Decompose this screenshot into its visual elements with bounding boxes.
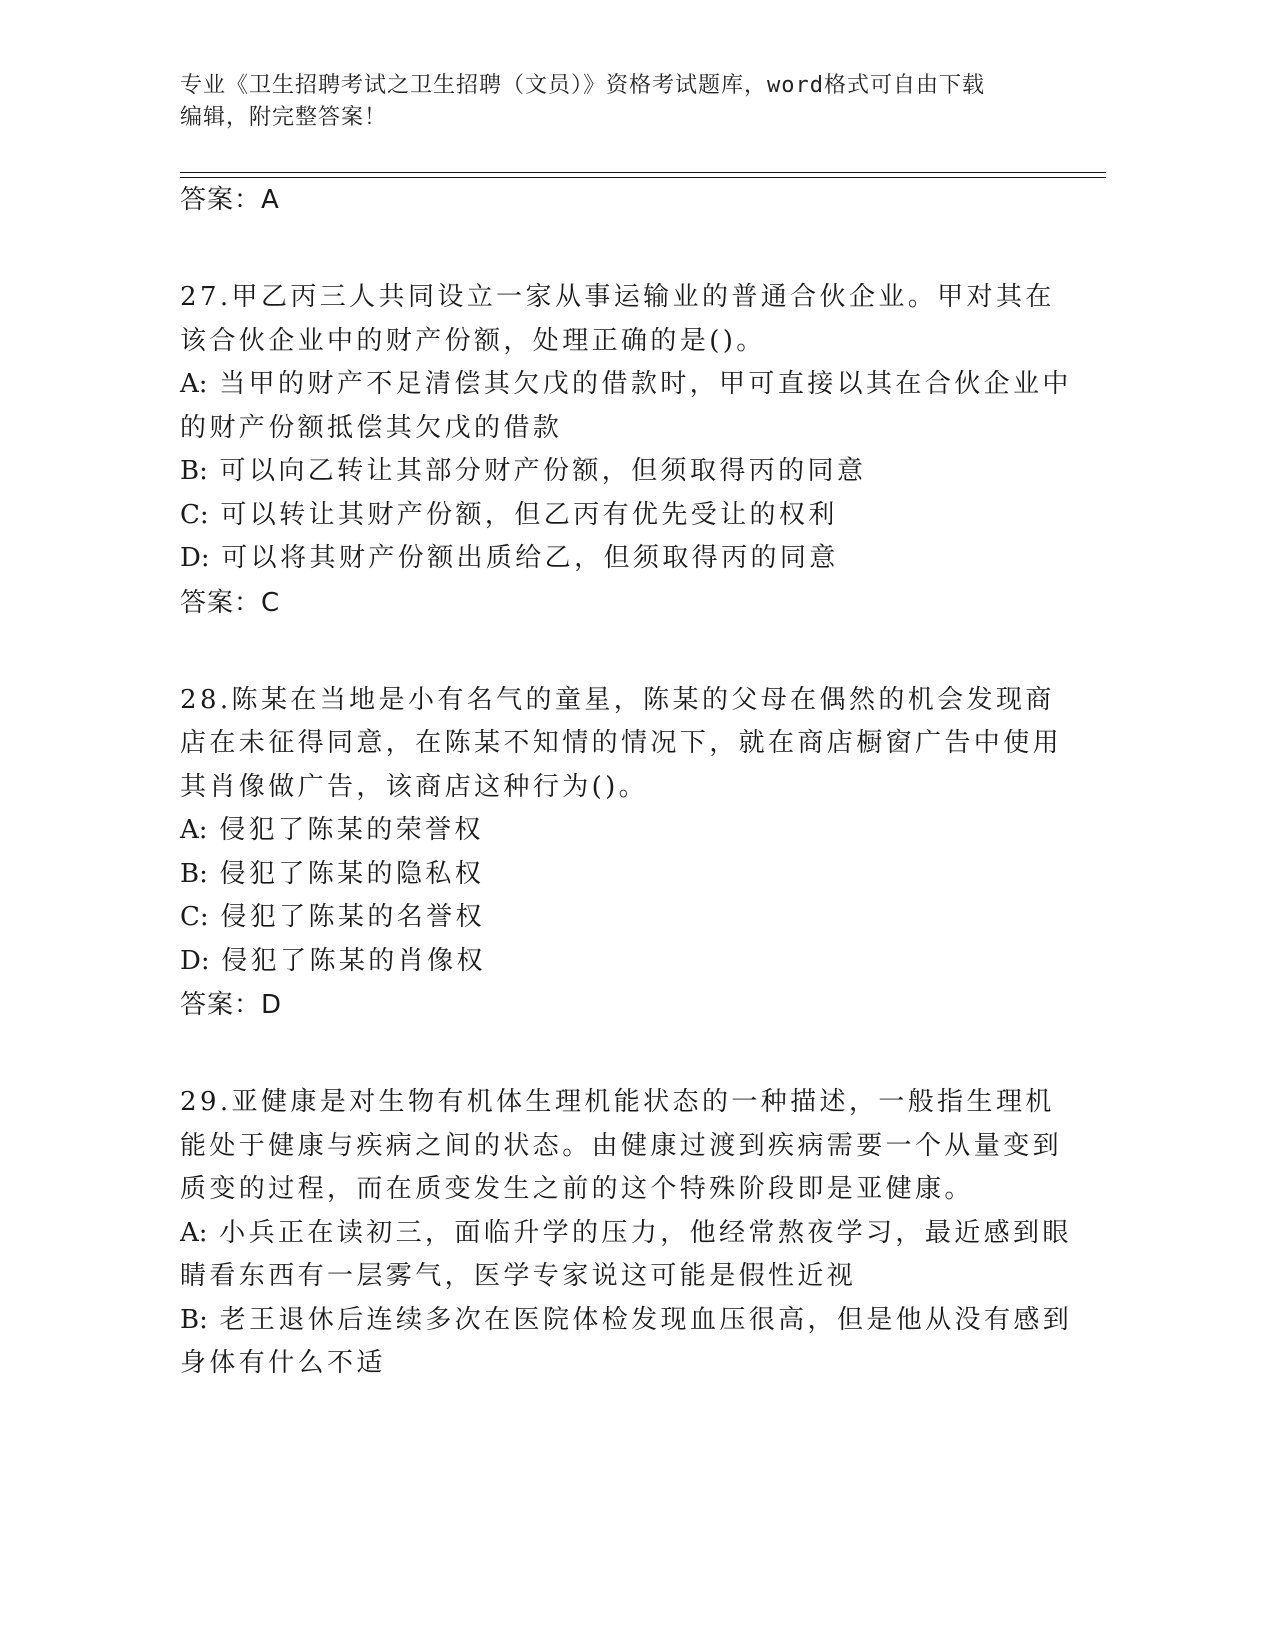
option-label: D: bbox=[180, 543, 210, 573]
question-text: 27.甲乙丙三人共同设立一家从事运输业的普通合伙企业。甲对其在该合伙企业中的财产份额，处理正确的是()。 bbox=[180, 282, 1055, 356]
option-c bbox=[180, 494, 1080, 538]
option-label: C: bbox=[180, 499, 209, 530]
answer-line: 答案：C bbox=[180, 587, 281, 618]
option-label: B: bbox=[180, 1304, 208, 1335]
option-label: B: bbox=[180, 858, 208, 889]
option-text: 可以将其财产份额出质给乙，但须取得丙的同意 bbox=[221, 543, 839, 573]
question-text: 29.亚健康是对生物有机体生理机能状态的一种描述，一般指生理机能处于健康与疾病之间的状态。由健康过渡到疾病需要一个从量变到质变的过程，而在质变发生之前的这个特殊阶段即是亚健康。 bbox=[180, 1087, 1063, 1204]
option-a bbox=[180, 1212, 1080, 1299]
question-text: 28.陈某在当地是小有名气的童星，陈某的父母在偶然的机会发现商店在未征得同意，在陈某不知情的情况下，就在商店橱窗广告中使用其肖像做广告，该商店这种行为()。 bbox=[180, 684, 1063, 802]
question-27 bbox=[180, 276, 1080, 625]
option-text: 当甲的财产不足清偿其欠戊的借款时，甲可直接以其在合伙企业中的财产份额抵偿其欠戊的借款 bbox=[180, 369, 1072, 443]
option-b bbox=[180, 853, 1080, 897]
option-b bbox=[180, 1299, 1080, 1386]
option-text: 小兵正在读初三，面临升学的压力，他经常熬夜学习，最近感到眼睛看东西有一层雾气，医学专家说这可能是假性近视 bbox=[180, 1217, 1072, 1291]
option-label: B: bbox=[180, 456, 208, 486]
option-text: 侵犯了陈某的荣誉权 bbox=[219, 815, 484, 845]
option-label: A: bbox=[180, 1217, 208, 1248]
option-c bbox=[180, 896, 1080, 940]
option-a bbox=[180, 809, 1080, 853]
option-a bbox=[180, 363, 1080, 450]
option-label: A: bbox=[180, 369, 208, 399]
option-text: 侵犯了陈某的肖像权 bbox=[221, 945, 486, 976]
option-text: 侵犯了陈某的隐私权 bbox=[219, 858, 485, 889]
document-body bbox=[180, 178, 1080, 1386]
header-divider-top bbox=[180, 172, 1106, 173]
document-header bbox=[180, 70, 1040, 134]
header-line-2: 编辑，附完整答案！ bbox=[180, 105, 388, 130]
option-d bbox=[180, 537, 1080, 581]
option-label: A: bbox=[180, 815, 208, 845]
answer-line: 答案：A bbox=[180, 185, 280, 215]
option-text: 可以向乙转让其部分财产份额，但须取得丙的同意 bbox=[219, 456, 867, 486]
question-28 bbox=[180, 679, 1080, 1028]
option-label: D: bbox=[180, 945, 210, 976]
option-text: 侵犯了陈某的名誉权 bbox=[220, 902, 485, 932]
option-d bbox=[180, 940, 1080, 984]
header-line-1: 专业《卫生招聘考试之卫生招聘（文员）》资格考试题库，word格式可自由下载 bbox=[180, 73, 985, 98]
question-29 bbox=[180, 1081, 1080, 1386]
option-text: 可以转让其财产份额，但乙丙有优先受让的权利 bbox=[220, 499, 838, 530]
option-text: 老王退休后连续多次在医院体检发现血压很高，但是他从没有感到身体有什么不适 bbox=[180, 1304, 1073, 1378]
answer-line: 答案：D bbox=[180, 990, 283, 1020]
option-label: C: bbox=[180, 902, 209, 932]
option-b bbox=[180, 450, 1080, 494]
